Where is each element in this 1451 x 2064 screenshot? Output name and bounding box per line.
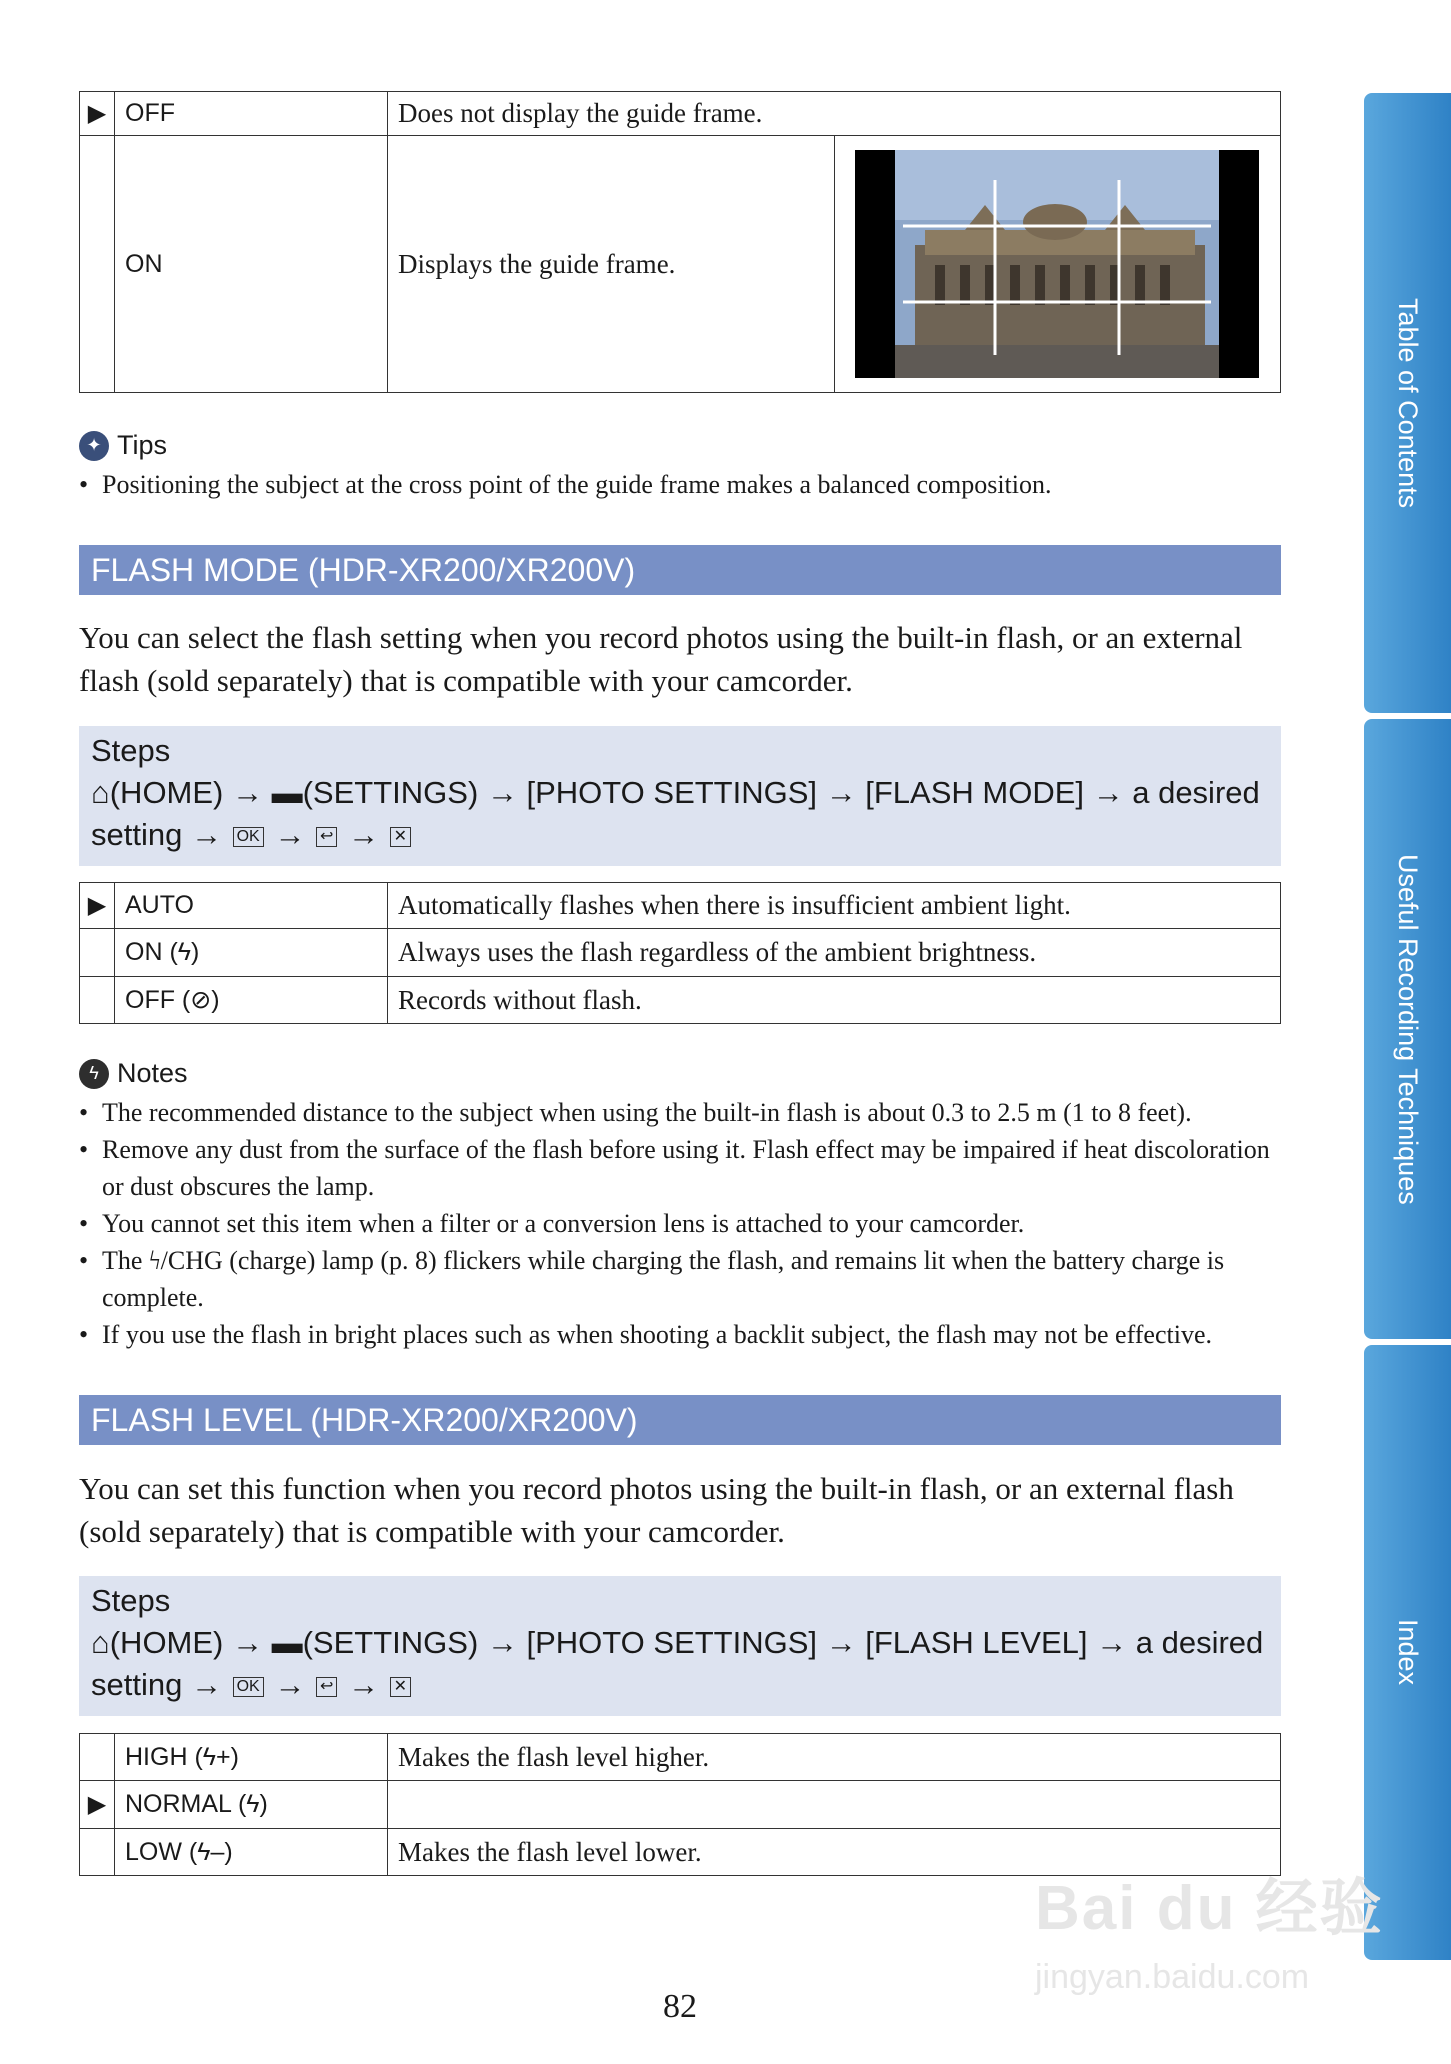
- table-row: [80, 883, 1281, 929]
- home-icon: ⌂: [91, 775, 110, 810]
- option-description: [388, 1781, 1281, 1829]
- ok-key-icon: OK: [233, 1677, 264, 1697]
- steps-line: setting → OK → ↩ → ✕: [91, 1664, 1269, 1706]
- table-row: [80, 977, 1281, 1024]
- table-row: [80, 1781, 1281, 1829]
- table-row: [80, 929, 1281, 977]
- list-item: • Remove any dust from the surface of the flash before using it. Flash effect may be impaired if heat discoloration or dust obscures the lamp.: [79, 1131, 1289, 1205]
- default-marker: [80, 1829, 115, 1876]
- guide-frame-photo: [855, 150, 1259, 378]
- flash-mode-table: [79, 882, 1281, 1024]
- notes-icon: ϟ: [79, 1059, 109, 1089]
- option-name: ON (ϟ): [115, 929, 388, 977]
- page-number: 82: [663, 1988, 697, 2025]
- tips-heading: [79, 430, 167, 461]
- steps-title: Steps: [91, 1583, 171, 1618]
- notes-heading: [79, 1058, 188, 1089]
- option-name: OFF: [115, 92, 388, 136]
- tab-useful-recording-techniques[interactable]: [1364, 719, 1451, 1339]
- close-key-icon: ✕: [390, 827, 411, 847]
- tips-list: [79, 466, 1289, 503]
- table-row: [80, 136, 1281, 393]
- default-marker: ▶: [80, 1781, 115, 1829]
- list-item: • The recommended distance to the subject when using the built-in flash is about 0.3 to 2.5 m (1 to 8 feet).: [79, 1094, 1289, 1131]
- return-key-icon: ↩: [316, 1677, 337, 1697]
- option-description: Displays the guide frame.: [388, 136, 835, 393]
- notes-list: [79, 1094, 1289, 1353]
- option-name: LOW (ϟ–): [115, 1829, 388, 1876]
- notes-title: Notes: [117, 1058, 188, 1088]
- flash-level-heading: FLASH LEVEL (HDR-XR200/XR200V): [79, 1395, 1281, 1445]
- tab-label: Index: [1393, 1619, 1423, 1686]
- steps-line: ⌂(HOME) → ▬(SETTINGS) → [PHOTO SETTINGS] → [FLASH LEVEL] → a desired: [91, 1625, 1264, 1660]
- option-name: OFF (⊘): [115, 977, 388, 1024]
- default-marker: [80, 977, 115, 1024]
- toolbox-icon: ▬: [271, 1625, 303, 1660]
- default-marker: [80, 1734, 115, 1781]
- flash-level-steps: [79, 1576, 1281, 1716]
- flash-level-intro: You can set this function when you record photos using the built-in flash, or an external flash (sold separately) that is compatible with your camcorder.: [79, 1471, 1234, 1549]
- flash-mode-steps: [79, 726, 1281, 866]
- table-row: [80, 92, 1281, 136]
- default-marker: [80, 136, 115, 393]
- close-key-icon: ✕: [390, 1677, 411, 1697]
- option-name: AUTO: [115, 883, 388, 929]
- option-description: Makes the flash level lower.: [388, 1829, 1281, 1876]
- home-icon: ⌂: [91, 1625, 110, 1660]
- tab-label: Useful Recording Techniques: [1393, 853, 1423, 1205]
- flash-level-table: [79, 1733, 1281, 1876]
- ok-key-icon: OK: [233, 827, 264, 847]
- table-row: [80, 1734, 1281, 1781]
- watermark-url: jingyan.baidu.com: [1035, 1958, 1310, 1996]
- default-marker: ▶: [80, 883, 115, 929]
- flash-mode-heading: FLASH MODE (HDR-XR200/XR200V): [79, 545, 1281, 595]
- option-description: Makes the flash level higher.: [388, 1734, 1281, 1781]
- list-item: • If you use the flash in bright places such as when shooting a backlit subject, the flash may not be effective.: [79, 1316, 1289, 1353]
- steps-line: setting → OK → ↩ → ✕: [91, 814, 1269, 856]
- option-description: Always uses the flash regardless of the ambient brightness.: [388, 929, 1281, 977]
- watermark-logo: Bai du 经验: [1035, 1874, 1384, 1943]
- default-marker: ▶: [80, 92, 115, 136]
- steps-line: ⌂(HOME) → ▬(SETTINGS) → [PHOTO SETTINGS] → [FLASH MODE] → a desired: [91, 775, 1260, 810]
- default-marker: [80, 929, 115, 977]
- guide-frame-table: [79, 91, 1281, 393]
- toolbox-icon: ▬: [271, 775, 303, 810]
- option-name: ON: [115, 136, 388, 393]
- option-name: NORMAL (ϟ): [115, 1781, 388, 1829]
- guide-frame-photo-cell: [834, 136, 1281, 393]
- option-description: Records without flash.: [388, 977, 1281, 1024]
- return-key-icon: ↩: [316, 827, 337, 847]
- lightbulb-icon: ✦: [79, 431, 109, 461]
- list-item: • The ϟ/CHG (charge) lamp (p. 8) flickers while charging the flash, and remains lit when the battery charge is complete.: [79, 1242, 1289, 1316]
- flash-mode-intro: You can select the flash setting when you record photos using the built-in flash, or an external flash (sold separately) that is compatible with your camcorder.: [79, 620, 1243, 698]
- tab-label: Table of Contents: [1393, 297, 1423, 509]
- list-item: • Positioning the subject at the cross point of the guide frame makes a balanced composition.: [79, 466, 1289, 503]
- tips-title: Tips: [117, 430, 168, 460]
- option-description: Does not display the guide frame.: [388, 92, 1281, 136]
- steps-title: Steps: [91, 733, 171, 768]
- option-name: HIGH (ϟ+): [115, 1734, 388, 1781]
- option-description: Automatically flashes when there is insufficient ambient light.: [388, 883, 1281, 929]
- list-item: • You cannot set this item when a filter or a conversion lens is attached to your camcorder.: [79, 1205, 1289, 1242]
- tab-table-of-contents[interactable]: [1364, 93, 1451, 713]
